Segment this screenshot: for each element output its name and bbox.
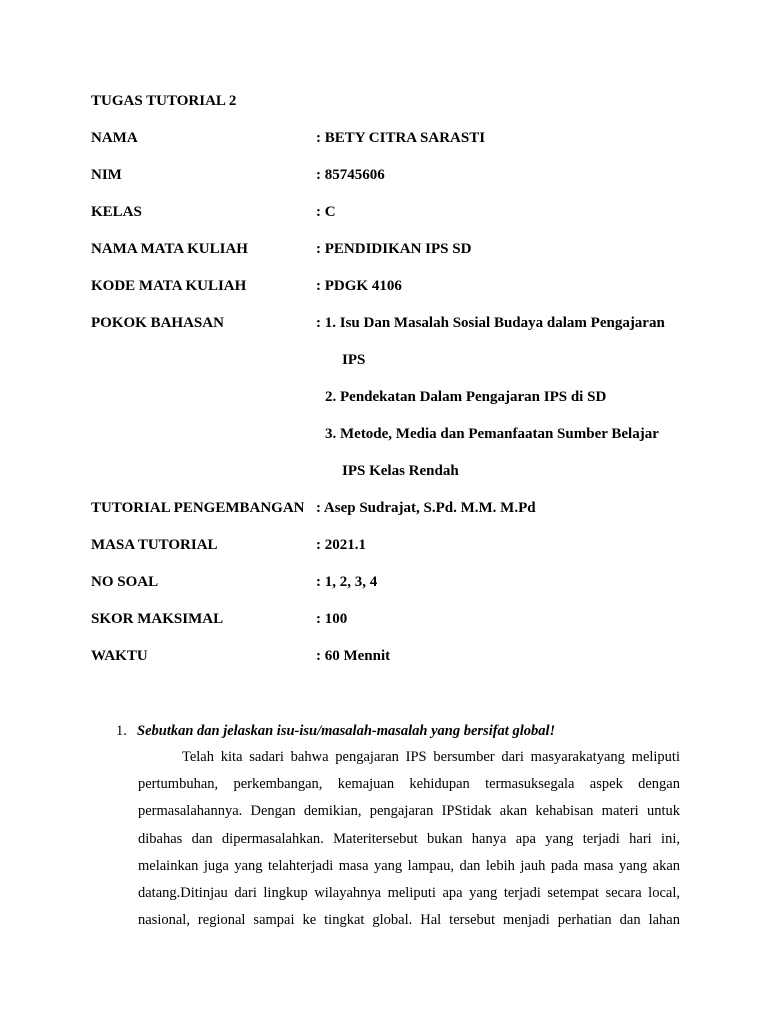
answer-line-4: dibahas dan dipermasalahkan. Materitersebut bukan hanya apa yang terjadi hari ini, xyxy=(138,830,680,847)
field-value-nama: : BETY CITRA SARASTI xyxy=(316,130,486,146)
answer-line-2: pertumbuhan, perkembangan, kemajuan kehidupan termasuksegala aspek dengan xyxy=(138,776,680,793)
question-text: Sebutkan dan jelaskan isu-isu/masalah-masalah yang bersifat global! xyxy=(137,723,556,739)
field-label-tutorial-pengembangan: TUTORIAL PENGEMBANGAN xyxy=(91,500,305,516)
field-label-pokok-bahasan: POKOK BAHASAN xyxy=(91,315,224,331)
answer-line-1: Telah kita sadari bahwa pengajaran IPS bersumber dari masyarakatyang meliputi xyxy=(182,749,680,765)
question-number: 1. xyxy=(116,723,127,739)
field-label-masa-tutorial: MASA TUTORIAL xyxy=(91,537,218,553)
field-value-mata-kuliah: : PENDIDIKAN IPS SD xyxy=(316,241,472,257)
field-value-kelas: : C xyxy=(316,204,336,220)
field-value-kode-mata-kuliah: : PDGK 4106 xyxy=(316,278,402,294)
answer-line-3: permasalahannya. Dengan demikian, pengajaran IPStidak akan kehabisan materi untuk xyxy=(138,803,680,820)
pokok-line-2: 2. Pendekatan Dalam Pengajaran IPS di SD xyxy=(325,389,607,405)
field-label-nama: NAMA xyxy=(91,130,138,146)
field-label-mata-kuliah: NAMA MATA KULIAH xyxy=(91,241,248,257)
pokok-line-3-cont: IPS Kelas Rendah xyxy=(342,463,459,479)
field-label-nim: NIM xyxy=(91,167,122,183)
pokok-line-1: : 1. Isu Dan Masalah Sosial Budaya dalam Pengajaran xyxy=(316,315,665,331)
document-title: TUGAS TUTORIAL 2 xyxy=(91,93,237,109)
answer-line-6: datang.Ditinjau dari lingkup wilayahnya meliputi apa yang terjadi setempat secara local, xyxy=(138,884,680,901)
field-value-nim: : 85745606 xyxy=(316,167,385,183)
field-label-waktu: WAKTU xyxy=(91,648,148,664)
field-value-no-soal: : 1, 2, 3, 4 xyxy=(316,574,378,590)
pokok-line-1-cont: IPS xyxy=(342,352,366,368)
field-value-masa-tutorial: : 2021.1 xyxy=(316,537,366,553)
answer-line-7: nasional, regional sampai ke tingkat global. Hal tersebut menjadi perhatian dan lahan xyxy=(138,912,680,929)
answer-line-5: melainkan juga yang telahterjadi masa yang lampau, dan lebih jauh pada masa yang akan xyxy=(138,857,680,874)
field-value-tutorial-pengembangan: : Asep Sudrajat, S.Pd. M.M. M.Pd xyxy=(316,500,536,516)
pokok-line-3: 3. Metode, Media dan Pemanfaatan Sumber Belajar xyxy=(325,426,659,442)
field-label-kelas: KELAS xyxy=(91,204,142,220)
field-label-kode-mata-kuliah: KODE MATA KULIAH xyxy=(91,278,247,294)
field-label-no-soal: NO SOAL xyxy=(91,574,159,590)
answer-paragraph xyxy=(138,744,680,934)
field-value-waktu: : 60 Mennit xyxy=(316,648,391,664)
field-label-skor-maksimal: SKOR MAKSIMAL xyxy=(91,611,224,627)
field-value-skor-maksimal: : 100 xyxy=(316,611,348,627)
